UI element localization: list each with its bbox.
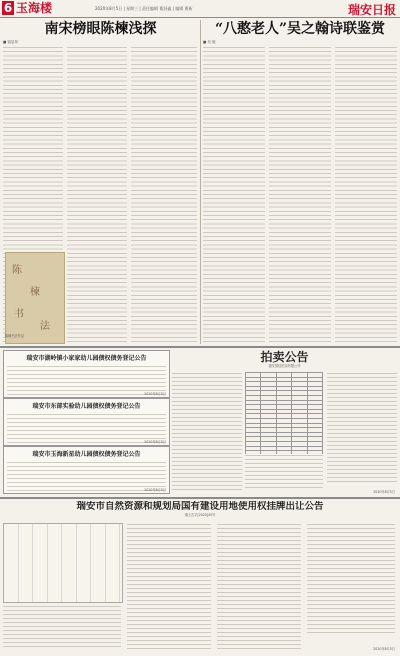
article-left-byline: ■ 钱辰邦 [3, 40, 18, 44]
article-left-col2 [67, 46, 127, 344]
auction-table [245, 372, 323, 452]
land-notice-date: 2020年8月5日 [373, 646, 395, 651]
auction-date: 2020年8月5日 [373, 489, 395, 494]
notice-3-title: 瑞安市玉海新星幼儿园债权债务登记公告 [32, 451, 141, 458]
article-left-title: 南宋榜眼陈楝浅探 [44, 21, 157, 37]
calligraphy-image: 陈 楝 书 法 [5, 252, 65, 344]
land-table [3, 523, 123, 603]
notice-3 [3, 446, 170, 494]
issue-meta: 2020年8月5日 | 星期三 | 责任编辑 曹舒鑫 | 编辑 曹新 [95, 6, 193, 11]
land-notice-title: 瑞安市自然资源和规划局国有建设用地使用权挂牌出让公告 [76, 501, 324, 512]
section-title: 玉海楼 [16, 1, 53, 15]
land-notice [3, 501, 397, 653]
notice-1-title: 瑞安市湖岭镇小家家幼儿园债权债务登记公告 [26, 355, 147, 362]
notice-1 [3, 350, 170, 398]
article-right [203, 20, 397, 344]
article-right-byline: ■ 吴 晓 [203, 40, 216, 44]
notice-2 [3, 398, 170, 446]
auction-title: 拍卖公告 [260, 350, 309, 364]
auction-subtitle: 瑞安国信拍卖有限公司 [268, 364, 301, 368]
section-divider-2 [0, 497, 400, 499]
auction-notice [172, 350, 397, 494]
notice-2-date: 2020年8月5日 [144, 439, 166, 444]
newspaper-logo: 瑞安日报 [347, 3, 396, 17]
notice-2-title: 瑞安市东部实验幼儿园债权债务登记公告 [32, 403, 141, 410]
page-number: 6 [3, 1, 13, 15]
notice-1-date: 2020年8月5日 [144, 391, 166, 396]
page-header [0, 0, 400, 18]
notice-3-date: 2020年8月5日 [144, 487, 166, 492]
article-right-title: “八憨老人”吴之翰诗联鉴赏 [214, 21, 386, 37]
article-left [3, 20, 198, 344]
article-right-col1 [203, 46, 265, 344]
article-right-col2 [269, 46, 331, 344]
article-right-col3 [335, 46, 397, 344]
column-divider [200, 20, 201, 344]
image-caption: 陈楝书法作品 [5, 334, 25, 338]
article-left-col3 [131, 46, 197, 344]
section-divider [0, 346, 400, 348]
land-notice-code: 瑞土告字[2020]45号 [184, 513, 216, 517]
